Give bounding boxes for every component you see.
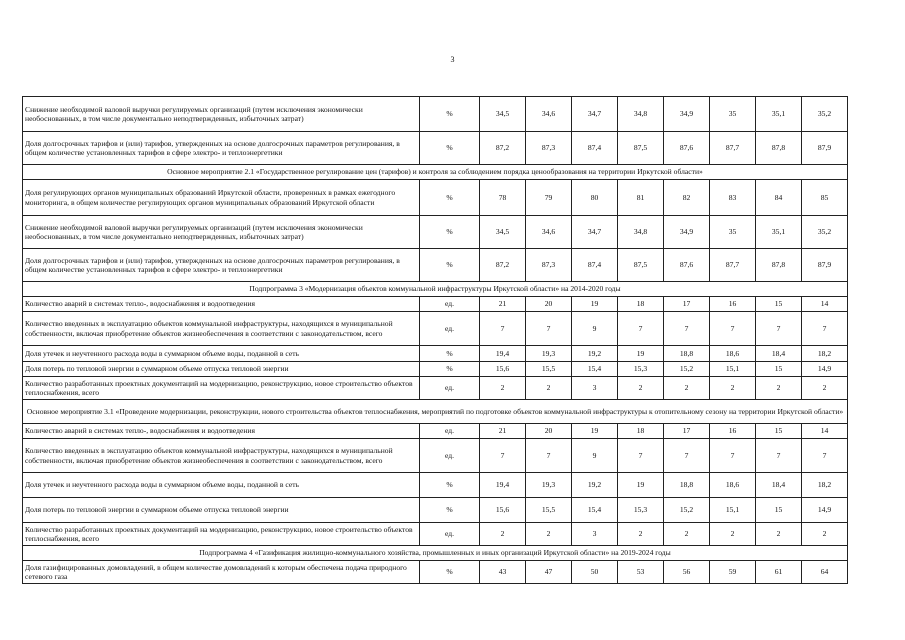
indicator-value: 2 xyxy=(802,377,848,400)
indicator-value: 19,2 xyxy=(572,473,618,498)
page-number: 3 xyxy=(450,55,455,64)
indicator-value: 18,2 xyxy=(802,473,848,498)
section-heading: Основное мероприятие 2.1 «Государственное регулирование цен (тарифов) и контроля за соблюдением порядка ценообразования на территории Иркутской области» xyxy=(23,165,848,180)
indicator-name: Доля потерь по тепловой энергии в суммарном объеме отпуска тепловой энергии xyxy=(23,362,420,377)
indicator-value: 78 xyxy=(480,180,526,216)
indicator-value: 19 xyxy=(572,424,618,439)
indicator-unit: % xyxy=(420,362,480,377)
indicator-row xyxy=(23,297,848,312)
indicator-value: 80 xyxy=(572,180,618,216)
indicator-value: 19,4 xyxy=(480,346,526,362)
indicator-value: 59 xyxy=(710,561,756,584)
indicator-value: 35,2 xyxy=(802,216,848,249)
indicator-value: 35 xyxy=(710,97,756,132)
indicator-row xyxy=(23,97,848,132)
indicator-value: 7 xyxy=(802,439,848,473)
indicator-value: 19 xyxy=(618,346,664,362)
indicator-value: 79 xyxy=(526,180,572,216)
indicator-value: 87,8 xyxy=(756,249,802,282)
section-heading: Подпрограмма 3 «Модернизация объектов коммунальной инфраструктуры Иркутской области» на 2014-2020 годы xyxy=(23,282,848,297)
indicators-table xyxy=(22,96,848,584)
indicator-value: 15,6 xyxy=(480,498,526,523)
indicator-value: 14,9 xyxy=(802,498,848,523)
indicator-row xyxy=(23,249,848,282)
indicator-unit: % xyxy=(420,473,480,498)
indicator-unit: % xyxy=(420,498,480,523)
indicator-row xyxy=(23,561,848,584)
indicator-value: 87,6 xyxy=(664,132,710,165)
indicator-value: 81 xyxy=(618,180,664,216)
indicator-value: 15,4 xyxy=(572,498,618,523)
indicator-value: 7 xyxy=(756,439,802,473)
indicator-name: Снижение необходимой валовой выручки регулируемых организаций (путем исключения экономически необоснованных, в том числе документально неподтвержденных, избыточных затрат) xyxy=(23,216,420,249)
indicator-value: 3 xyxy=(572,377,618,400)
indicator-value: 87,7 xyxy=(710,249,756,282)
indicator-value: 2 xyxy=(710,523,756,546)
indicator-name: Количество разработанных проектных документаций на модернизацию, реконструкцию, новое строительство объектов теплоснабжения, всего xyxy=(23,523,420,546)
indicator-value: 20 xyxy=(526,424,572,439)
indicator-name: Доля долгосрочных тарифов и (или) тарифов, утвержденных на основе долгосрочных параметров регулирования, в общем количестве установленных тарифов в сфере электро- и теплоэнергетики xyxy=(23,249,420,282)
indicator-value: 35 xyxy=(710,216,756,249)
indicator-name: Количество введенных в эксплуатацию объектов коммунальной инфраструктуры, находящихся в муниципальной собственности, включая приобретение объектов жизнеобеспечения в соответствии с законодательством, всего xyxy=(23,439,420,473)
indicator-value: 87,9 xyxy=(802,249,848,282)
indicator-value: 17 xyxy=(664,424,710,439)
indicator-value: 7 xyxy=(526,439,572,473)
indicator-row xyxy=(23,132,848,165)
indicator-value: 87,7 xyxy=(710,132,756,165)
indicator-value: 15,1 xyxy=(710,498,756,523)
indicator-value: 16 xyxy=(710,424,756,439)
indicator-value: 7 xyxy=(756,312,802,346)
indicator-value: 17 xyxy=(664,297,710,312)
section-heading-row xyxy=(23,165,848,180)
indicator-value: 87,3 xyxy=(526,132,572,165)
indicator-value: 7 xyxy=(480,439,526,473)
section-heading-row xyxy=(23,546,848,561)
indicator-value: 7 xyxy=(802,312,848,346)
indicator-value: 47 xyxy=(526,561,572,584)
indicator-value: 35,2 xyxy=(802,97,848,132)
indicator-value: 3 xyxy=(572,523,618,546)
section-heading: Основное мероприятие 3.1 «Проведение модернизации, реконструкции, нового строительства объектов теплоснабжения, мероприятий по подготовке объектов коммунальной инфраструктуры к отопительному сезону на территории Иркутской области» xyxy=(23,400,848,424)
indicator-value: 34,6 xyxy=(526,216,572,249)
indicator-value: 2 xyxy=(618,377,664,400)
indicator-row xyxy=(23,362,848,377)
indicator-value: 2 xyxy=(664,377,710,400)
indicator-unit: % xyxy=(420,180,480,216)
indicator-value: 18,2 xyxy=(802,346,848,362)
indicator-value: 18,4 xyxy=(756,346,802,362)
indicator-unit: ед. xyxy=(420,439,480,473)
indicator-value: 7 xyxy=(710,439,756,473)
indicator-value: 19,3 xyxy=(526,346,572,362)
indicator-name: Доля утечек и неучтенного расхода воды в суммарном объеме воды, поданной в сеть xyxy=(23,473,420,498)
indicator-value: 21 xyxy=(480,424,526,439)
indicator-name: Количество аварий в системах тепло-, водоснабжения и водоотведения xyxy=(23,424,420,439)
indicator-value: 15,5 xyxy=(526,498,572,523)
indicator-name: Доля газифицированных домовладений, в общем количестве домовладений к которым обеспечена подача природного сетевого газа xyxy=(23,561,420,584)
indicator-value: 85 xyxy=(802,180,848,216)
indicator-value: 14 xyxy=(802,424,848,439)
indicator-row xyxy=(23,523,848,546)
indicator-value: 15,1 xyxy=(710,362,756,377)
indicator-value: 53 xyxy=(618,561,664,584)
indicator-value: 87,8 xyxy=(756,132,802,165)
indicator-value: 19,4 xyxy=(480,473,526,498)
indicator-name: Доля потерь по тепловой энергии в суммарном объеме отпуска тепловой энергии xyxy=(23,498,420,523)
indicator-value: 15 xyxy=(756,362,802,377)
indicator-value: 2 xyxy=(480,523,526,546)
indicator-value: 15,3 xyxy=(618,362,664,377)
indicator-value: 87,6 xyxy=(664,249,710,282)
indicator-unit: % xyxy=(420,216,480,249)
indicator-value: 18 xyxy=(618,297,664,312)
indicator-value: 87,3 xyxy=(526,249,572,282)
indicator-value: 15 xyxy=(756,424,802,439)
indicator-value: 15 xyxy=(756,297,802,312)
indicator-value: 87,4 xyxy=(572,249,618,282)
indicator-value: 2 xyxy=(480,377,526,400)
indicator-value: 15,2 xyxy=(664,362,710,377)
indicator-value: 7 xyxy=(480,312,526,346)
indicator-value: 34,8 xyxy=(618,97,664,132)
indicator-value: 18,8 xyxy=(664,473,710,498)
indicator-name: Доля долгосрочных тарифов и (или) тарифов, утвержденных на основе долгосрочных параметров регулирования, в общем количестве установленных тарифов в сфере электро- и теплоэнергетики xyxy=(23,132,420,165)
indicator-name: Доля утечек и неучтенного расхода воды в суммарном объеме воды, поданной в сеть xyxy=(23,346,420,362)
indicator-value: 18,6 xyxy=(710,346,756,362)
indicator-value: 14 xyxy=(802,297,848,312)
indicator-value: 34,5 xyxy=(480,216,526,249)
indicator-value: 87,4 xyxy=(572,132,618,165)
indicator-value: 9 xyxy=(572,312,618,346)
indicator-value: 34,9 xyxy=(664,97,710,132)
indicator-row xyxy=(23,498,848,523)
indicator-value: 18,6 xyxy=(710,473,756,498)
indicator-name: Снижение необходимой валовой выручки регулируемых организаций (путем исключения экономически необоснованных, в том числе документально неподтвержденных, избыточных затрат) xyxy=(23,97,420,132)
indicator-value: 35,1 xyxy=(756,216,802,249)
indicator-row xyxy=(23,180,848,216)
indicator-value: 2 xyxy=(618,523,664,546)
indicator-row xyxy=(23,473,848,498)
indicator-value: 87,9 xyxy=(802,132,848,165)
indicator-value: 56 xyxy=(664,561,710,584)
indicator-value: 34,9 xyxy=(664,216,710,249)
indicator-row xyxy=(23,312,848,346)
indicator-value: 9 xyxy=(572,439,618,473)
indicator-unit: % xyxy=(420,346,480,362)
indicator-value: 34,6 xyxy=(526,97,572,132)
section-heading-row xyxy=(23,400,848,424)
indicator-unit: ед. xyxy=(420,377,480,400)
indicator-value: 20 xyxy=(526,297,572,312)
indicator-name: Доля регулирующих органов муниципальных образований Иркутской области, проверенных в рамках ежегодного мониторинга, в общем количестве регулирующих органов муниципальных образований Иркутской области xyxy=(23,180,420,216)
indicator-unit: ед. xyxy=(420,523,480,546)
indicator-value: 2 xyxy=(802,523,848,546)
indicator-value: 21 xyxy=(480,297,526,312)
indicator-value: 19 xyxy=(572,297,618,312)
indicator-value: 16 xyxy=(710,297,756,312)
indicator-value: 35,1 xyxy=(756,97,802,132)
indicator-row xyxy=(23,439,848,473)
indicator-value: 7 xyxy=(618,439,664,473)
indicator-value: 61 xyxy=(756,561,802,584)
indicator-value: 7 xyxy=(664,439,710,473)
indicator-name: Количество введенных в эксплуатацию объектов коммунальной инфраструктуры, находящихся в муниципальной собственности, включая приобретение объектов жизнеобеспечения в соответствии с законодательством, всего xyxy=(23,312,420,346)
indicator-value: 43 xyxy=(480,561,526,584)
indicator-value: 2 xyxy=(756,377,802,400)
indicator-value: 7 xyxy=(526,312,572,346)
indicator-value: 7 xyxy=(664,312,710,346)
indicator-value: 2 xyxy=(664,523,710,546)
indicator-value: 2 xyxy=(756,523,802,546)
indicator-unit: ед. xyxy=(420,312,480,346)
indicator-value: 7 xyxy=(618,312,664,346)
indicator-value: 34,7 xyxy=(572,216,618,249)
indicator-name: Количество аварий в системах тепло-, водоснабжения и водоотведения xyxy=(23,297,420,312)
indicator-value: 34,8 xyxy=(618,216,664,249)
indicator-value: 87,5 xyxy=(618,132,664,165)
indicator-value: 34,7 xyxy=(572,97,618,132)
indicator-value: 34,5 xyxy=(480,97,526,132)
indicator-value: 83 xyxy=(710,180,756,216)
indicator-row xyxy=(23,216,848,249)
indicator-unit: % xyxy=(420,249,480,282)
indicator-row xyxy=(23,424,848,439)
indicator-value: 19,3 xyxy=(526,473,572,498)
indicator-value: 50 xyxy=(572,561,618,584)
indicator-name: Количество разработанных проектных документаций на модернизацию, реконструкцию, новое строительство объектов теплоснабжения, всего xyxy=(23,377,420,400)
indicator-value: 18,4 xyxy=(756,473,802,498)
indicator-value: 15,5 xyxy=(526,362,572,377)
indicator-value: 15,2 xyxy=(664,498,710,523)
indicator-unit: % xyxy=(420,132,480,165)
indicator-value: 87,5 xyxy=(618,249,664,282)
indicator-value: 18 xyxy=(618,424,664,439)
indicator-unit: % xyxy=(420,97,480,132)
indicator-unit: ед. xyxy=(420,297,480,312)
indicator-value: 19,2 xyxy=(572,346,618,362)
indicator-value: 7 xyxy=(710,312,756,346)
indicator-value: 84 xyxy=(756,180,802,216)
indicator-value: 87,2 xyxy=(480,249,526,282)
indicator-unit: ед. xyxy=(420,424,480,439)
indicator-value: 15 xyxy=(756,498,802,523)
indicator-value: 2 xyxy=(710,377,756,400)
section-heading-row xyxy=(23,282,848,297)
indicator-value: 2 xyxy=(526,523,572,546)
indicator-row xyxy=(23,346,848,362)
indicator-value: 15,3 xyxy=(618,498,664,523)
indicator-value: 82 xyxy=(664,180,710,216)
indicator-row xyxy=(23,377,848,400)
indicator-value: 19 xyxy=(618,473,664,498)
indicator-value: 15,4 xyxy=(572,362,618,377)
indicator-value: 14,9 xyxy=(802,362,848,377)
indicator-value: 64 xyxy=(802,561,848,584)
indicator-value: 87,2 xyxy=(480,132,526,165)
indicator-unit: % xyxy=(420,561,480,584)
indicator-value: 2 xyxy=(526,377,572,400)
section-heading: Подпрограмма 4 «Газификация жилищно-коммунального хозяйства, промышленных и иных организаций Иркутской области» на 2019-2024 годы xyxy=(23,546,848,561)
indicator-value: 18,8 xyxy=(664,346,710,362)
indicator-value: 15,6 xyxy=(480,362,526,377)
